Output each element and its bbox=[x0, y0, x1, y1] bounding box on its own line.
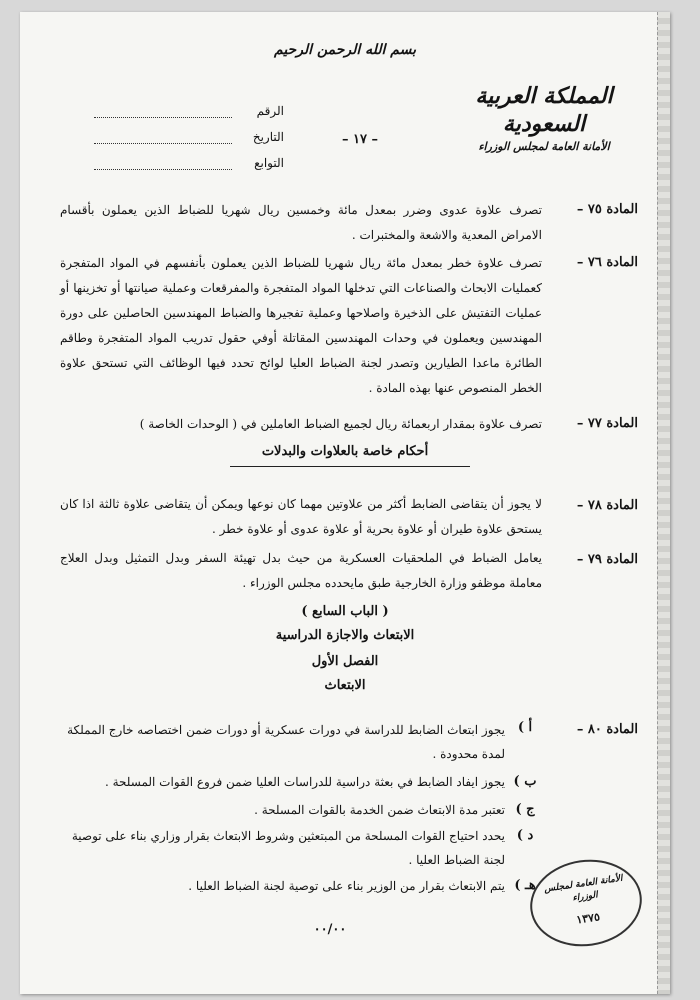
footer-number: ٠٠/٠٠ bbox=[313, 922, 347, 937]
document-body bbox=[20, 12, 670, 994]
chapter-subtitle: الابتعاث bbox=[324, 678, 366, 693]
article-80-item-b-letter: ب ) bbox=[513, 774, 537, 789]
article-80-item-c-text: تعتبر مدة الابتعاث ضمن الخدمة بالقوات المسلحة . bbox=[254, 803, 505, 817]
article-77-label: المادة ٧٧ – bbox=[576, 416, 638, 431]
article-76-text: تصرف علاوة خطر بمعدل مائة ريال شهريا للضباط الذين يعملون بأنفسهم في المواد المتفجرة كعمليات الابحاث والصناعات التي تدخلها المواد المتفجرة والمفرقعات وعملية صيانتها أو تخزينها أو عمليات التفتيش على الذخيرة واصلاحها وعملية تفجيرها والضباط المهندسين الحاصلين على دورة المهندسين ويعملون في وحدات المهندسين المقاتلة أوفي حقول تدريب المواد المتفجرة وطاقم الطائرة ماعدا الطيارين وتصدر لجنة الضباط العليا لوائح تحدد فيها الوظائف التي تستحق علاوة الخطر المنصوص عنها بهذه المادة . bbox=[60, 256, 542, 395]
article-79-text: يعامل الضباط في الملحقيات العسكرية من حيث بدل تهيئة السفر وبدل التمثيل وبدل العلاج معاملة موظفو وزارة الخارجية طبق مايحدده مجلس الوزراء . bbox=[60, 551, 542, 590]
letterhead-office: الأمانة العامة لمجلس الوزراء bbox=[478, 140, 610, 153]
article-75-label: المادة ٧٥ – bbox=[576, 202, 638, 217]
letterhead bbox=[454, 82, 634, 156]
reference-date-line bbox=[94, 129, 232, 144]
article-80-item-c-letter: ج ) bbox=[515, 802, 535, 817]
section-heading-underline bbox=[230, 466, 470, 467]
chapter-part: ( الباب السابع ) bbox=[301, 604, 389, 619]
stamp-number: ١٣٧٥ bbox=[575, 910, 601, 927]
reference-number-line bbox=[94, 103, 232, 118]
article-78-text: لا يجوز أن يتقاضى الضابط أكثر من علاوتين مهما كان نوعها ويمكن أن يتقاضى علاوة ثالثة اذا كان يستحق علاوة طيران أو علاوة بحرية أو علاوة عدوى أو علاوة خطر . bbox=[60, 497, 542, 536]
article-80-item-e-letter: هـ ) bbox=[514, 878, 536, 893]
section-heading: أحكام خاصة بالعلاوات والبدلات bbox=[261, 444, 429, 459]
article-77-text: تصرف علاوة بمقدار اربعمائة ريال لجميع الضباط العاملين في ( الوحدات الخاصة ) bbox=[139, 417, 542, 431]
reference-date-row bbox=[88, 120, 284, 144]
article-80-item-a-text: يجوز ابتعاث الضابط للدراسة في دورات عسكرية أو دورات ضمن اختصاصه خارج المملكة لمدة محدودة . bbox=[67, 723, 505, 761]
reference-number-label: الرقم bbox=[256, 104, 284, 118]
article-80-label: المادة ٨٠ – bbox=[576, 722, 638, 737]
reference-fields bbox=[88, 94, 284, 172]
reference-date-label: التاريخ bbox=[252, 130, 284, 144]
reference-attachments-label: التوابع bbox=[254, 156, 284, 170]
article-75-text: تصرف علاوة عدوى وضرر بمعدل مائة وخمسين ريال شهريا للضباط الذين يعملون بأقسام الامراض المعدية والاشعة والمختبرات . bbox=[60, 203, 542, 242]
document-page bbox=[20, 12, 670, 994]
chapter-section: الفصل الأول bbox=[311, 654, 379, 669]
stamp-text: الأمانة العامة لمجلس الوزراء bbox=[543, 873, 624, 904]
article-80-item-e-text: يتم الابتعاث بقرار من الوزير بناء على توصية لجنة الضباط العليا . bbox=[188, 879, 505, 893]
chapter-title: الابتعاث والاجازة الدراسية bbox=[275, 628, 415, 643]
article-80-item-a-letter: أ ) bbox=[517, 720, 533, 735]
article-80-item-d-text: يحدد احتياج القوات المسلحة من المبتعثين وشروط الابتعاث بقرار وزاري بناء على توصية لجنة الضباط العليا . bbox=[71, 829, 505, 867]
reference-attachments-row bbox=[88, 146, 284, 170]
basmala: بسم الله الرحمن الرحيم bbox=[274, 42, 416, 58]
article-80-item-d-letter: د ) bbox=[516, 828, 534, 843]
letterhead-kingdom: المملكة العربية السعودية bbox=[475, 83, 613, 137]
reference-attachments-line bbox=[94, 155, 232, 170]
article-78-label: المادة ٧٨ – bbox=[576, 498, 638, 513]
article-79-label: المادة ٧٩ – bbox=[576, 552, 638, 567]
article-80-item-b-text: يجوز ايفاد الضابط في بعثة دراسية للدراسات العليا ضمن فروع القوات المسلحة . bbox=[104, 775, 505, 789]
article-76-label: المادة ٧٦ – bbox=[576, 255, 638, 270]
reference-number-row bbox=[88, 94, 284, 118]
page-number: – ١٧ – bbox=[341, 132, 379, 147]
